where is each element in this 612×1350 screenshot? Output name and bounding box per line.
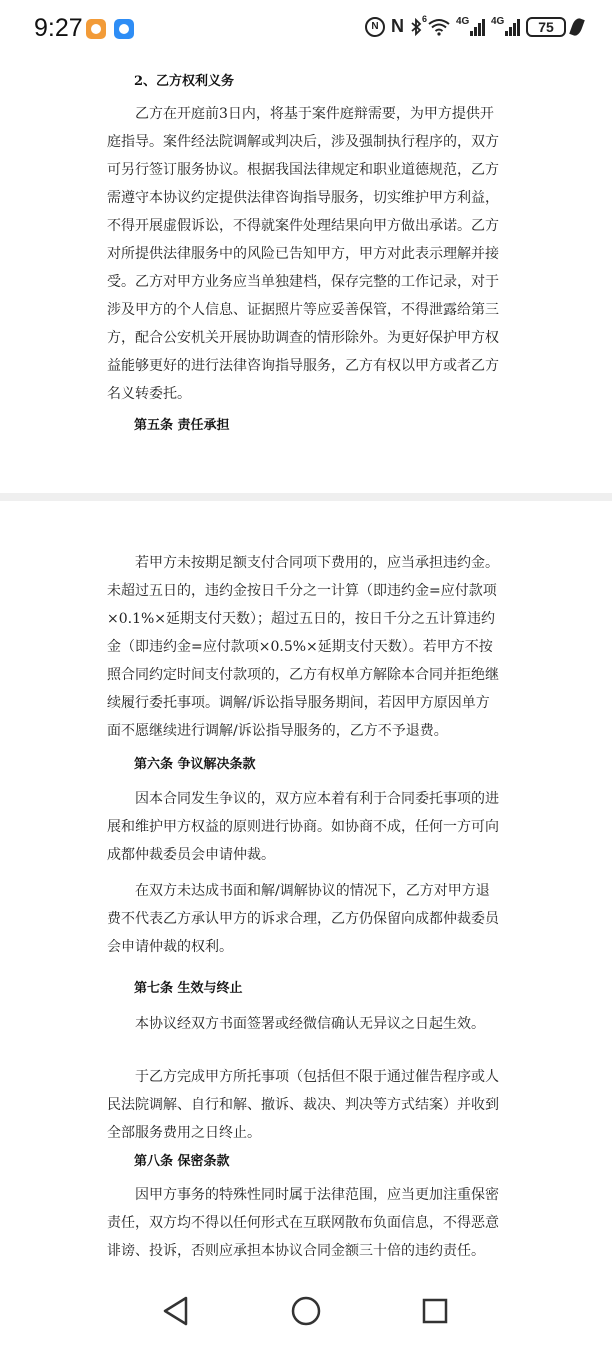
section-heading: 2、乙方权利义务 — [134, 74, 235, 89]
back-button[interactable] — [154, 1289, 198, 1333]
health-app-icon — [86, 19, 106, 39]
home-icon — [290, 1295, 322, 1327]
clock: 9:27 — [34, 14, 83, 42]
battery-icon: 75 — [526, 17, 566, 37]
paragraph: 在双方未达成书面和解/调解协议的情况下，乙方对甲方退费不代表乙方承认甲方的诉求合理，乙方仍保留向成都仲裁委员会申请仲裁的权利。 — [107, 883, 499, 955]
section-heading: 第八条 保密条款 — [134, 1154, 230, 1169]
back-icon — [161, 1295, 191, 1327]
paragraph: 于乙方完成甲方所托事项（包括但不限于通过催告程序或人民法院调解、自行和解、撤诉、裁决、判决等方式结案）并收到全部服务费用之日终止。 — [107, 1069, 499, 1141]
home-button[interactable] — [284, 1289, 328, 1333]
signal-icon — [456, 15, 485, 36]
document-page — [0, 58, 612, 493]
wifi-standard-label: 6 — [422, 13, 428, 24]
network-type-label: 4G — [491, 15, 505, 27]
document-page — [0, 501, 612, 1271]
paragraph: 因本合同发生争议的，双方应本着有利于合同委托事项的进展和维护甲方权益的原则进行协商。如协商不成，任何一方可向成都仲裁委员会申请仲裁。 — [107, 791, 499, 863]
section-heading: 第五条 责任承担 — [134, 418, 230, 433]
recent-apps-button[interactable] — [413, 1289, 457, 1333]
page-divider — [0, 493, 612, 501]
paragraph: 乙方在开庭前3日内，将基于案件庭辩需要，为甲方提供开庭指导。案件经法院调解或判决后，涉及强制执行程序的，双方可另行签订服务协议。根据我国法律规定和职业道德规范，乙方需遵守本协议约定提供法律咨询指导服务，切实维护甲方利益，不得开展虚假诉讼，不得就案件处理结果向甲方做出承诺。乙方对所提供法律服务中的风险已告知甲方，甲方对此表示理解并接受。乙方对甲方业务应当单独建档，保存完整的工作记录，对于涉及甲方的个人信息、证据照片等应妥善保管，不得泄露给第三方，配合公安机关开展协助调查的情形除外。为更好保护甲方权益能够更好的进行法律咨询指导服务，乙方有权以甲方或者乙方名义转委托。 — [107, 106, 499, 402]
paragraph: 因甲方事务的特殊性同时属于法律范围，应当更加注重保密责任，双方均不得以任何形式在互联网散布负面信息，不得恶意诽谤、投诉，否则应承担本协议合同金额三十倍的违约责任。 — [107, 1187, 499, 1259]
paragraph: 本协议经双方书面签署或经微信确认无异议之日起生效。 — [135, 1016, 485, 1032]
status-icons — [365, 13, 582, 37]
navigation-bar — [0, 1271, 612, 1350]
section-heading: 第六条 争议解决条款 — [134, 757, 256, 772]
n-icon: N — [391, 16, 404, 36]
nfc-icon: N — [365, 17, 385, 37]
status-bar — [0, 0, 612, 58]
paragraph: 若甲方未按期足额支付合同项下费用的，应当承担违约金。未超过五日的，违约金按日千分之一计算（即违约金=应付款项×0.1%×延期支付天数）；超过五日的，按日千分之五计算违约金（即违约金=应付款项×0.5%×延期支付天数）。若甲方不按照合同约定时间支付款项的，乙方有权单方解除本合同并拒绝继续履行委托事项。调解/诉讼指导服务期间，若因甲方原因单方面不愿继续进行调解/诉讼指导服务的，乙方不予退费。 — [107, 555, 499, 739]
recent-apps-icon — [421, 1297, 449, 1325]
message-app-icon — [114, 19, 134, 39]
section-heading: 第七条 生效与终止 — [134, 981, 243, 996]
network-type-label: 4G — [456, 15, 470, 27]
bluetooth-icon — [410, 18, 422, 36]
signal-icon — [491, 15, 520, 36]
leaf-icon — [569, 16, 585, 36]
wifi-icon — [422, 13, 450, 36]
